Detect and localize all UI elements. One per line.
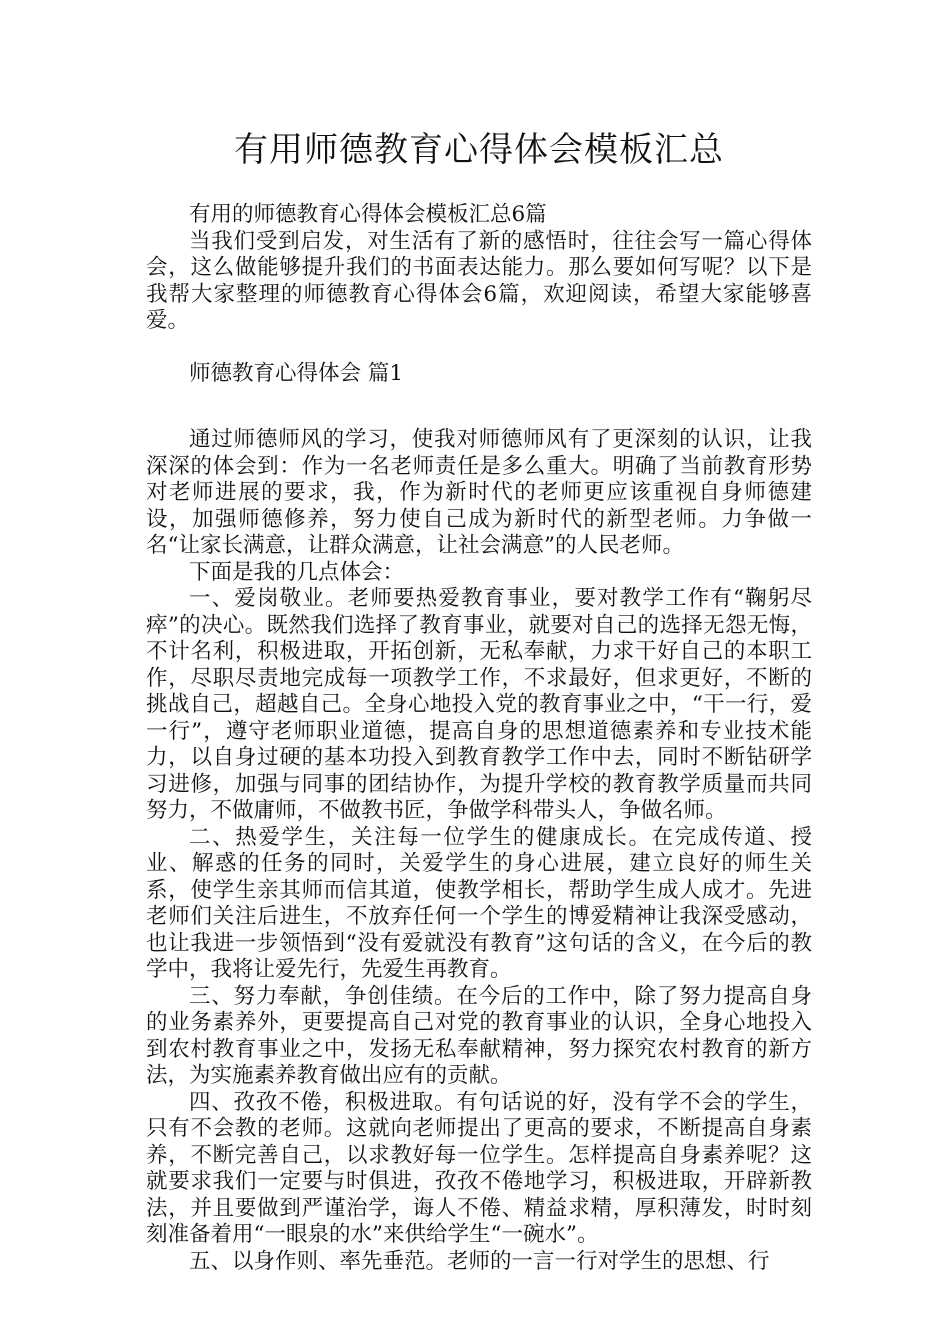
- spacer: [146, 335, 812, 361]
- body-paragraph: 二、热爱学生，关注每一位学生的健康成长。在完成传道、授业、解惑的任务的同时，关爱学生的身心进展，建立良好的师生关系，使学生亲其师而信其道，使教学相长，帮助学生成人成才。先进老师们关注后进生，不放弃任何一个学生的博爱精神让我深受感动，也让我进一步领悟到“没有爱就没有教育”这句话的含义，在今后的教学中，我将让爱先行，先爱生再教育。: [146, 824, 812, 982]
- body-paragraph: 五、以身作则、率先垂范。老师的一言一行对学生的思想、行: [189, 1248, 770, 1274]
- body-paragraph: 下面是我的几点体会：: [189, 559, 405, 585]
- body-paragraph: 四、孜孜不倦，积极进取。有句话说的好，没有学不会的学生，只有不会教的老师。这就向老师提出了更高的要求，不断提高自身素养，不断完善自己，以求教好每一位学生。怎样提高自身素养呢？这就要求我们一定要与时俱进，孜孜不倦地学习，积极进取，开辟新教法，并且要做到严谨治学，诲人不倦、精益求精，厚积薄发，时时刻刻准备着用“一眼泉的水”来供给学生“一碗水”。: [146, 1089, 812, 1247]
- spacer: [146, 387, 812, 427]
- body-paragraph: 通过师德师风的学习，使我对师德师风有了更深刻的认识，让我深深的体会到：作为一名老师责任是多么重大。明确了当前教育形势对老师进展的要求，我，作为新时代的老师更应该重视自身师德建设，加强师德修养，努力使自己成为新时代的新型老师。力争做一名“让家长满意，让群众满意，让社会满意”的人民老师。: [146, 427, 812, 558]
- body-paragraph: 三、努力奉献，争创佳绩。在今后的工作中，除了努力提高自身的业务素养外，更要提高自己对党的教育事业的认识，全身心地投入到农村教育事业之中，发扬无私奉献精神，努力探究农村教育的新方法，为实施素养教育做出应有的贡献。: [146, 983, 812, 1088]
- document-page: [146, 120, 812, 1275]
- document-subtitle: 有用的师德教育心得体会模板汇总6篇: [189, 202, 547, 227]
- document-title: 有用师德教育心得体会模板汇总: [234, 130, 724, 170]
- body-paragraph: 一、爱岗敬业。老师要热爱教育事业，要对教学工作有“鞠躬尽瘁”的决心。既然我们选择了教育事业，就要对自己的选择无怨无悔，不计名利，积极进取，开拓创新，无私奉献，力求干好自己的本职工作，尽职尽责地完成每一项教学工作，不求最好，但求更好，不断的挑战自己，超越自己。全身心地投入党的教育事业之中，“干一行，爱一行”，遵守老师职业道德，提高自身的思想道德素养和专业技术能力，以自身过硬的基本功投入到教育教学工作中去，同时不断钻研学习进修，加强与同事的团结协作，为提升学校的教育教学质量而共同努力，不做庸师，不做教书匠，争做学科带头人，争做名师。: [146, 586, 812, 823]
- section-heading: 师德教育心得体会 篇1: [189, 360, 404, 386]
- intro-paragraph: 当我们受到启发，对生活有了新的感悟时，往往会写一篇心得体会，这么做能够提升我们的书面表达能力。那么要如何写呢？以下是我帮大家整理的师德教育心得体会6篇，欢迎阅读，希望大家能够喜爱。: [146, 228, 812, 333]
